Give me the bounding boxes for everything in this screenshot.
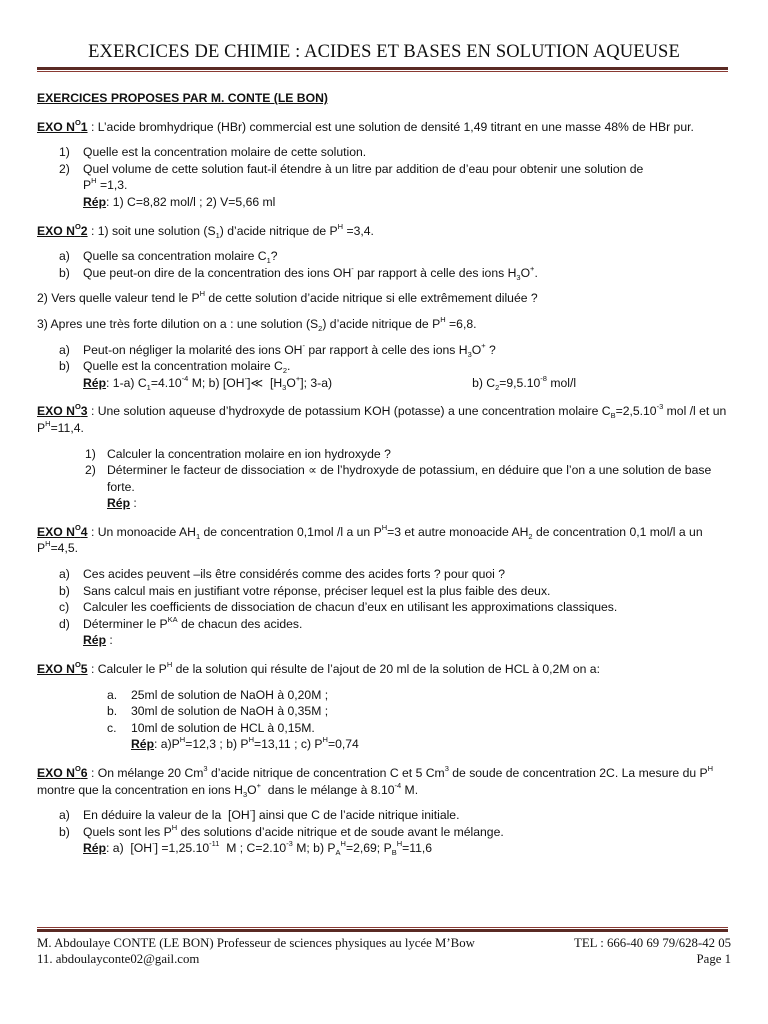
question: 25ml de solution de NaOH à 0,20M ; — [131, 687, 329, 702]
exercise-1: EXO $N^O1$ : L’acide bromhydrique (HBr) commercial est une solution de densité 1,49 titrant en une masse 48% de HBr pur. 1) Quelle est la concentration molaire de cette solution. 2) Quel volume de cette solution faut-il étendre à un litre par addition de d’eau pour obtenir une solution de $P^H =1,3$. Rép: 1) C=8,82 mol/l ; 2) V=5,66 ml — [37, 119, 737, 211]
question: 30ml de solution de NaOH à 0,35M ; — [131, 704, 329, 719]
question: Quel volume de cette solution faut-il étendre à un litre par addition de d’eau pour obtenir une solution de — [83, 161, 644, 176]
answer: Rép : — [83, 633, 113, 648]
question: Quelle est la concentration molaire de cette solution. — [83, 145, 367, 160]
footer-phone: TEL : 666-40 69 79/628-42 05 — [574, 936, 731, 950]
answer: Rép: 1-a) $C_1=4.10^{-4}$ M; b) [OH-]≪ $[H_3O^+]$; 3-a) b) $C_2=9,5.10^{-8}$ mol/l — [83, 373, 577, 392]
footer-email: 11. abdoulayconte02@gail.com — [37, 952, 200, 966]
page-number: Page 1 — [696, 952, 731, 966]
exercise-4: EXO $N^O4$ : Un monoacide $AH_1$ de concentration 0,1mol /l a un $P^H=3$ et autre monoacide $AH_2$ de concentration 0,1 mol/l a un $P^H=4,5$. a) Ces acides peuvent –ils être considérés comme des acides forts ? pour quoi ? b) Sans calcul mais en justifiant votre réponse, préciser lequel est la plus faible des deux. c) Calculer les coefficients de dissociation de chacun d’eux en utilisant les approximations classiques. d) Déterminer le $P^{KA}$ de chacun des acides. Rép : — [37, 524, 737, 649]
question: Calculer la concentration molaire en ion hydroxyde ? — [107, 446, 391, 461]
question: Calculer les coefficients de dissociation de chacun d’eux en utilisant les approximations classiques. — [83, 600, 618, 615]
exercise-intro: : L’acide bromhydrique (HBr) commercial est une solution de densité 1,49 titrant en une masse 48% de HBr pur. — [90, 119, 694, 134]
subtitle: EXERCICES PROPOSES PAR M. CONTE (LE BON) — [37, 91, 328, 105]
answer: Rép: $a)P^H=12,3$ ; b) $P^H=13,11$ ; c) $P^H=0,74$ — [131, 735, 359, 752]
footer-rule — [37, 926, 728, 932]
question: Déterminer le facteur de dissociation ∝ de l’hydroxyde de potassium, en déduire que l’on a une solution de base forte. — [107, 463, 712, 494]
exercise-3: EXO $N^O3$ : Une solution aqueuse d’hydroxyde de potassium KOH (potasse) a une concentration molaire $C_B=2,5.10^{-3}$ mol /l et un $P^H=11,4$. 1) Calculer la concentration molaire en ion hydroxyde ? 2) Déterminer le facteur de dissociation ∝ de l’hydroxyde de potassium, en déduire que l’on a une solution de base forte. Rép : — [37, 403, 737, 512]
exercise-label: EXO $N^O4$ — [37, 522, 88, 539]
question: Sans calcul mais en justifiant votre réponse, préciser lequel est la plus faible des deux. — [83, 583, 551, 598]
footer-author: M. Abdoulaye CONTE (LE BON) Professeur de sciences physiques au lycée M’Bow — [37, 936, 475, 950]
exercise-5: EXO $N^O5$ : Calculer le $P^H$ de la solution qui résulte de l’ajout de 20 ml de la solution de HCL à 0,2M on a: a. 25ml de solution de NaOH à 0,20M ; b. 30ml de solution de NaOH à 0,35M ; c. 10ml de solution de HCL à 0,15M. Rép: $a)P^H=12,3$ ; b) $P^H=13,11$ ; c) $P^H=0,74$ — [37, 661, 737, 753]
exercise-6: EXO $N^O6$ : On mélange 20 Cm$^3$ d’acide nitrique de concentration C et 5 Cm$^3$ de soude de concentration 2C. La mesure du $P^H$ montre que la concentration en ions $H_3O^+$ dans le mélange à $8.10^{-4}$ M. a) En déduire la valeur de la [OH-] ainsi que C de l’acide nitrique initiale. b) Quels sont les $P^H$ des solutions d’acide nitrique et de soude avant le mélange. Rép: a) $[OH^-] =1,25.10^{-11}$ M ; $C=2.10^{-3}$ M; b) $P_A^H=2,69$; $P_B^H=11,6$ — [37, 765, 737, 857]
exercise-2: EXO $N^O2$ : 1) soit une solution $(S_1)$ d’acide nitrique de $P^H =3,4$. a) Quelle sa concentration molaire $C_1$? b) Que peut-on dire de la concentration des ions OH- par rapport à celle des ions $H_3O^+$. 2) Vers quelle valeur tend le $P^H$ de cette solution d’acide nitrique si elle extrêmement diluée ? 3) Apres une très forte dilution on a : une solution $(S_2)$ d’acide nitrique de $P^H =6,8$. a) Peut-on négliger la molarité des ions OH- par rapport à celle des ions $H_3O^+$ ? b) Quelle est la concentration molaire $C_2$. Rép: 1-a) $C_1=4.10^{-4}$ M; b) [OH-]≪ $[H_3O^+]$; 3-a) b) $C_2=9,5.10^{-8}$ mol/l — [37, 223, 737, 392]
exercise-label: EXO $N^O3$ — [37, 402, 88, 419]
question: Ces acides peuvent –ils être considérés comme des acides forts ? pour quoi ? — [83, 567, 506, 582]
header-rule — [37, 67, 728, 72]
exercise-label: EXO $N^O5$ — [37, 660, 88, 677]
exercise-body — [37, 90, 737, 857]
page-title: EXERCICES DE CHIMIE : ACIDES ET BASES EN SOLUTION AQUEUSE — [88, 42, 680, 62]
question: 10ml de solution de HCL à 0,15M. — [131, 720, 315, 735]
exercise-label: EXO $N^O6$ — [37, 764, 88, 780]
answer: Rép : — [107, 496, 137, 511]
answer: Rép: a) $[OH^-] =1,25.10^{-11}$ M ; $C=2.10^{-3}$ M; b) $P_A^H=2,69$; $P_B^H=11,6$ — [83, 839, 433, 858]
exercise-label: EXO $N^O2$ — [37, 221, 88, 238]
exercise-label: EXO $N^O1$ — [37, 117, 88, 134]
answer: Rép: 1) C=8,82 mol/l ; 2) V=5,66 ml — [83, 194, 276, 209]
page-footer — [37, 935, 731, 967]
